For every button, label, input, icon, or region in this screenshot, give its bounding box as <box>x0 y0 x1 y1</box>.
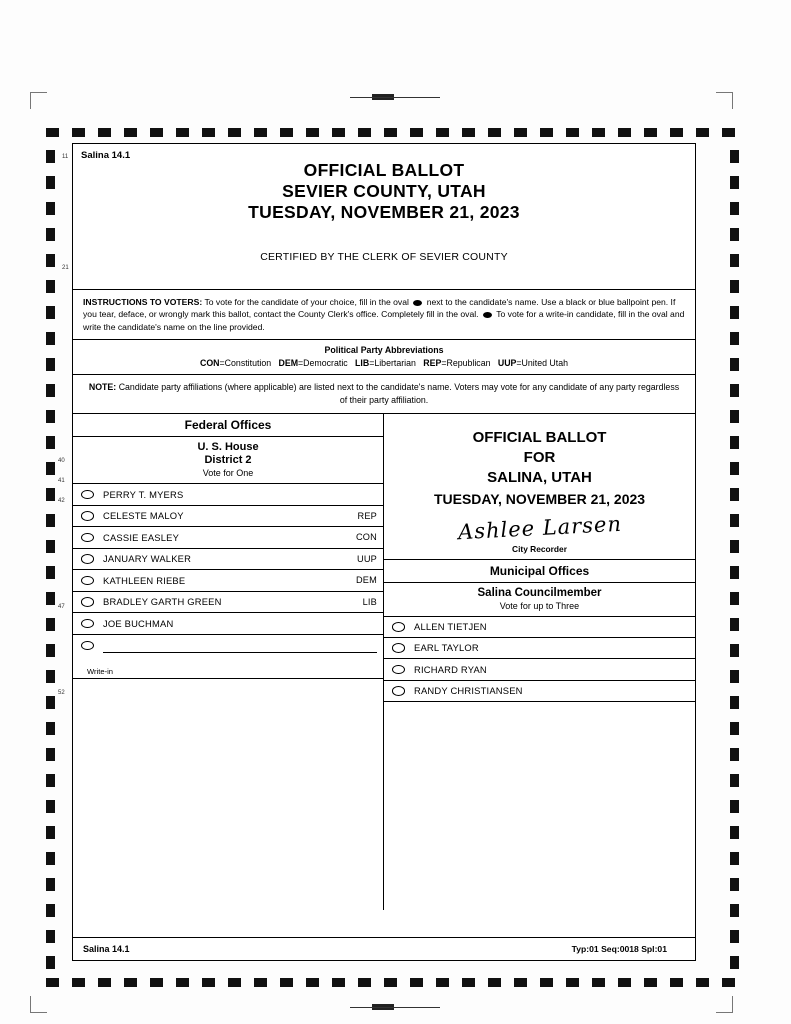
instructions-label: INSTRUCTIONS TO VOTERS: <box>83 297 203 307</box>
scan-number: 41 <box>58 478 65 484</box>
party-name-con: =Constitution <box>219 357 272 368</box>
instructions-text-1: To vote for the candidate of your choice, fill in the oval <box>204 297 409 307</box>
precinct-label-top: Salina 14.1 <box>81 150 131 161</box>
candidate-name: CELESTE MALOY <box>103 510 184 522</box>
vote-oval[interactable] <box>81 554 94 564</box>
vote-oval[interactable] <box>392 643 405 653</box>
registration-mark-bottom-right <box>716 996 733 1013</box>
candidate-party: REP <box>357 510 377 521</box>
candidate-name: EARL TAYLOR <box>414 642 479 654</box>
instructions-text-3: To vote for a write-in candidate, fill in the oval and write the candidate's name on the line provided. <box>83 309 685 332</box>
candidate-party: LIB <box>362 596 377 607</box>
party-name-dem: =Democratic <box>298 357 348 368</box>
party-abbr-lib: LIB <box>355 357 370 368</box>
candidate-option[interactable] <box>73 527 383 549</box>
candidate-name: JANUARY WALKER <box>103 553 192 565</box>
us-house-vote-instruction: Vote for One <box>202 468 254 479</box>
vote-oval[interactable] <box>392 665 405 675</box>
candidate-option[interactable] <box>73 484 383 506</box>
party-abbr-rep: REP <box>423 357 442 368</box>
note-label: NOTE: <box>88 382 117 393</box>
precinct-label-bottom: Salina 14.1 <box>83 944 130 954</box>
ballot-columns <box>73 414 695 910</box>
write-in-line[interactable] <box>103 638 377 653</box>
ballot-form <box>72 143 696 961</box>
write-in-label: Write-in <box>73 656 383 679</box>
candidate-party: DEM <box>355 575 377 586</box>
ballot-footer <box>73 937 695 960</box>
federal-offices-column <box>73 414 384 910</box>
candidate-option[interactable] <box>73 613 383 635</box>
vote-oval[interactable] <box>81 511 94 521</box>
center-registration-mark-bottom <box>350 1004 440 1010</box>
recorder-signature <box>384 511 695 545</box>
candidate-name: ALLEN TIETJEN <box>414 621 487 633</box>
ballot-codes: Typ:01 Seq:0018 Spl:01 <box>571 944 667 954</box>
registration-mark-top-right <box>716 92 733 109</box>
voter-instructions <box>73 290 695 340</box>
write-in-option[interactable] <box>73 635 383 657</box>
candidate-name: JOE BUCHMAN <box>103 617 174 629</box>
vote-oval[interactable] <box>81 490 94 500</box>
registration-mark-top-left <box>30 92 47 109</box>
candidate-option[interactable] <box>73 506 383 528</box>
note-text: Candidate party affiliations (where applicable) are listed next to the candidate's name. Voters may vote for any candidate of any party regardless of their party affiliation. <box>118 382 680 405</box>
signature-text: Ashlee Larsen <box>456 511 622 545</box>
filled-oval-icon <box>483 312 492 318</box>
certification-statement: CERTIFIED BY THE CLERK OF SEVIER COUNTY <box>260 251 508 263</box>
federal-offices-title: Federal Offices <box>73 414 383 437</box>
candidate-option[interactable] <box>384 616 695 638</box>
candidate-option[interactable] <box>73 549 383 571</box>
municipal-header-line1: OFFICIAL BALLOT <box>472 429 607 447</box>
party-abbreviations-list <box>81 357 687 370</box>
party-abbr-uup: UUP <box>497 357 517 368</box>
ballot-title-line1: OFFICIAL BALLOT <box>303 160 465 180</box>
scan-number: 42 <box>58 498 65 504</box>
candidate-name: KATHLEEN RIEBE <box>103 574 186 586</box>
party-abbr-dem: DEM <box>278 357 299 368</box>
candidate-party: CON <box>355 532 377 543</box>
party-name-rep: =Republican <box>441 357 491 368</box>
us-house-contest-header <box>73 437 383 484</box>
candidate-option[interactable] <box>384 681 695 703</box>
scan-number: 52 <box>58 690 65 696</box>
party-name-lib: =Libertarian <box>369 357 416 368</box>
candidate-option[interactable] <box>73 592 383 614</box>
candidate-option[interactable] <box>384 659 695 681</box>
recorder-signature-title: City Recorder <box>384 540 695 560</box>
registration-mark-bottom-left <box>30 996 47 1013</box>
ballot-title-line2: SEVIER COUNTY, UTAH <box>282 181 486 201</box>
candidate-party: UUP <box>357 553 377 564</box>
candidate-name: PERRY T. MYERS <box>103 488 184 500</box>
party-affiliation-note <box>73 375 695 414</box>
us-house-office-line1: U. S. House <box>197 441 259 454</box>
councilmember-contest-header <box>384 583 695 616</box>
ballot-title-line3: TUESDAY, NOVEMBER 21, 2023 <box>248 202 520 222</box>
candidate-name: BRADLEY GARTH GREEN <box>103 596 222 608</box>
instructions-text-2: next to the candidate's name. Use a black or blue ballpoint pen. If you tear, deface, or wrongly mark this ballot, contact the County Clerk's office. Completely fill in the oval. <box>83 297 676 320</box>
party-abbreviations-title: Political Party Abbreviations <box>324 345 444 356</box>
municipal-header-line4: TUESDAY, NOVEMBER 21, 2023 <box>433 491 646 508</box>
vote-oval[interactable] <box>81 619 94 629</box>
municipal-header-line3: SALINA, UTAH <box>487 469 592 487</box>
municipal-ballot-header <box>384 414 695 514</box>
candidate-option[interactable] <box>73 570 383 592</box>
party-name-uup: =United Utah <box>516 357 569 368</box>
municipal-offices-title: Municipal Offices <box>384 560 695 583</box>
municipal-offices-column <box>384 414 695 910</box>
candidate-name: RICHARD RYAN <box>414 663 487 675</box>
vote-oval[interactable] <box>392 686 405 696</box>
councilmember-vote-instruction: Vote for up to Three <box>499 601 580 612</box>
vote-oval[interactable] <box>81 533 94 543</box>
candidate-option[interactable] <box>384 638 695 660</box>
candidate-name: RANDY CHRISTIANSEN <box>414 685 523 697</box>
vote-oval[interactable] <box>81 597 94 607</box>
councilmember-office: Salina Councilmember <box>477 587 602 600</box>
scan-number: 11 <box>62 154 69 160</box>
municipal-header-line2: FOR <box>523 449 556 467</box>
vote-oval[interactable] <box>81 576 94 586</box>
scan-number: 21 <box>62 265 69 271</box>
scan-number: 40 <box>58 458 65 464</box>
center-registration-mark-top <box>350 94 440 100</box>
candidate-name: CASSIE EASLEY <box>103 531 180 543</box>
party-abbreviations-block <box>73 340 695 375</box>
ballot-header <box>73 144 695 290</box>
us-house-office-line2: District 2 <box>204 454 252 467</box>
vote-oval[interactable] <box>81 641 94 651</box>
vote-oval[interactable] <box>392 622 405 632</box>
party-abbr-con: CON <box>199 357 220 368</box>
scan-number: 47 <box>58 604 65 610</box>
filled-oval-icon <box>413 300 422 306</box>
